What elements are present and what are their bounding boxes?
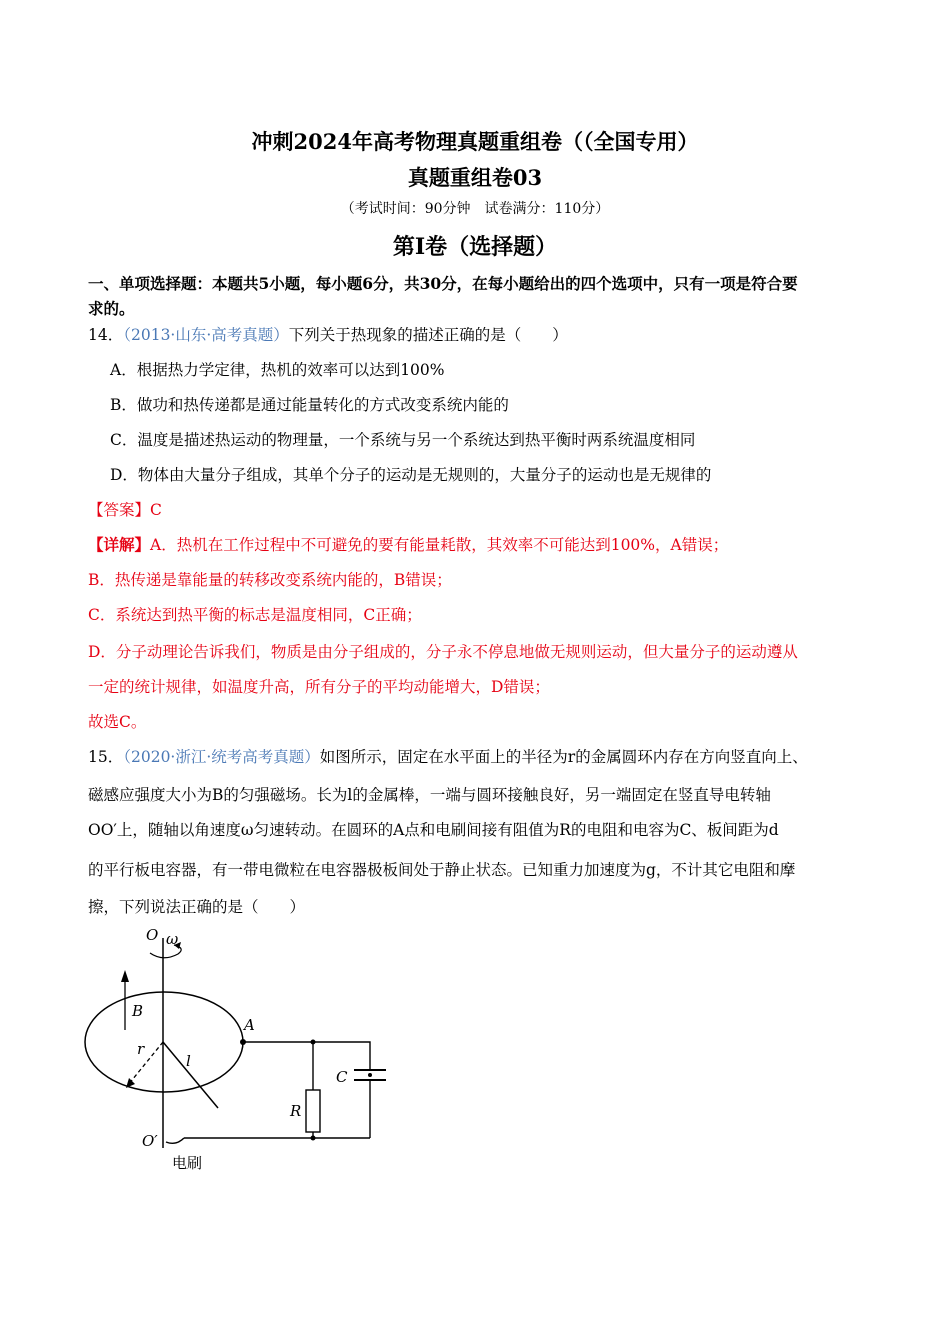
question-text: 如图所示，固定在水平面上的半径为r的金属圆环内存在方向竖直向上、 bbox=[319, 748, 808, 766]
label-omega: ω bbox=[166, 930, 179, 948]
label-brush: 电刷 bbox=[172, 1154, 203, 1172]
question-source: （2013·山东·高考真题） bbox=[123, 326, 289, 344]
label-o-prime: O′ bbox=[142, 1132, 158, 1150]
exam-subtitle: 真题重组卷03 bbox=[407, 165, 543, 190]
question-source: （2020·浙江·统考高考真题） bbox=[123, 748, 320, 766]
question-number: 14． bbox=[88, 326, 124, 344]
junction-top bbox=[311, 1040, 316, 1045]
option-a: A．根据热力学定律，热机的效率可以达到100% bbox=[110, 361, 445, 379]
label-o: O bbox=[146, 926, 159, 944]
label-capacitor: C bbox=[336, 1068, 348, 1086]
label-a: A bbox=[244, 1016, 255, 1034]
answer-label: 【答案】 bbox=[88, 501, 151, 519]
detail-label: 【详解】 bbox=[88, 535, 151, 554]
section-instruction-line2: 求的。 bbox=[88, 299, 135, 318]
label-r: r bbox=[137, 1040, 145, 1058]
option-d: D．物体由大量分子组成，其单个分子的运动是无规则的，大量分子的运动也是无规律的 bbox=[110, 466, 712, 484]
label-resistor: R bbox=[290, 1102, 302, 1120]
resistor bbox=[306, 1090, 320, 1132]
question-15-line4: 的平行板电容器，有一带电微粒在电容器极板间处于静止状态。已知重力加速度为g，不计其它电阻和摩 bbox=[88, 861, 796, 879]
field-arrowhead-icon bbox=[121, 970, 129, 982]
question-15-line2: 磁感应强度大小为B的匀强磁场。长为l的金属棒，一端与圆环接触良好，另一端固定在竖直导电转轴 bbox=[88, 786, 771, 804]
circuit-figure bbox=[80, 920, 400, 1180]
answer-value: C bbox=[150, 501, 162, 519]
detail-line-1 bbox=[88, 533, 728, 555]
option-b: B．做功和热传递都是通过能量转化的方式改变系统内能的 bbox=[110, 396, 509, 414]
detail-line-5: 一定的统计规律，如温度升高，所有分子的平均动能增大，D错误； bbox=[88, 678, 550, 696]
detail-line-2: B．热传递是靠能量的转移改变系统内能的，B错误； bbox=[88, 571, 452, 589]
detail-text: A．热机在工作过程中不可避免的要有能量耗散，其效率不可能达到100%，A错误； bbox=[150, 536, 729, 554]
detail-line-6: 故选C。 bbox=[88, 713, 147, 731]
section-title: 第I卷（选择题） bbox=[392, 234, 558, 260]
label-b: B bbox=[132, 1002, 144, 1020]
question-number: 15． bbox=[88, 748, 124, 766]
top-wire bbox=[243, 1042, 370, 1070]
answer-line bbox=[88, 498, 162, 520]
junction-bottom bbox=[311, 1136, 316, 1141]
exam-title: 冲刺2024年高考物理真题重组卷（（全国专用） bbox=[251, 129, 699, 154]
exam-info: （考试时间：90分钟 试卷满分：110分） bbox=[340, 201, 610, 217]
option-c: C．温度是描述热运动的物理量，一个系统与另一个系统达到热平衡时两系统温度相同 bbox=[110, 431, 696, 449]
question-stem: 下列关于热现象的描述正确的是（ ） bbox=[288, 326, 568, 344]
brush bbox=[166, 1138, 184, 1143]
charged-particle bbox=[368, 1073, 372, 1077]
question-15-line1 bbox=[88, 745, 808, 767]
label-l: l bbox=[186, 1052, 191, 1070]
detail-line-4: D．分子动理论告诉我们，物质是由分子组成的，分子永不停息地做无规则运动，但大量分子的运动遵从 bbox=[88, 643, 798, 661]
radius-arrowhead-icon bbox=[126, 1078, 135, 1088]
question-15-line5: 擦，下列说法正确的是（ ） bbox=[88, 898, 306, 916]
detail-line-3: C．系统达到热平衡的标志是温度相同，C正确； bbox=[88, 606, 422, 624]
question-15-line3: OO′上，随轴以角速度ω匀速转动。在圆环的A点和电刷间接有阻值为R的电阻和电容为C、板间距为d bbox=[88, 821, 779, 839]
section-instruction-line1: 一、单项选择题：本题共5小题，每小题6分，共30分，在每小题给出的四个选项中，只有一项是符合要 bbox=[88, 274, 798, 293]
metal-ring bbox=[85, 992, 243, 1092]
question-14-stem-line bbox=[88, 323, 568, 345]
radius-line bbox=[128, 1042, 163, 1085]
